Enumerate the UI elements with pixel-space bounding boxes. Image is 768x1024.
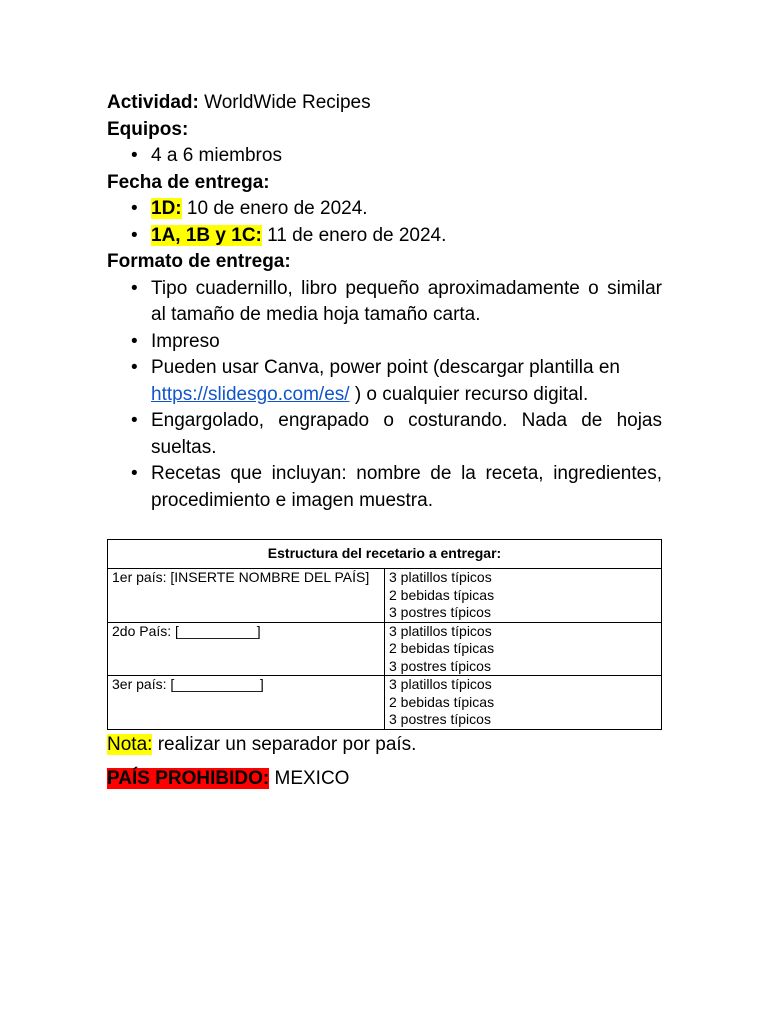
item-postres: 3 postres típicos xyxy=(389,657,491,674)
actividad-value: WorldWide Recipes xyxy=(204,92,371,113)
list-item xyxy=(151,355,662,408)
item-postres: 3 postres típicos xyxy=(389,711,491,727)
list-item xyxy=(151,196,662,223)
formato-list xyxy=(107,276,662,515)
slidesgo-link[interactable]: https://slidesgo.com/es/ xyxy=(151,383,350,405)
item-bebidas: 2 bebidas típicas xyxy=(389,693,495,710)
items-cell xyxy=(385,622,662,676)
prohibido-label: PAÍS PROHIBIDO: xyxy=(107,768,270,789)
nota-label: Nota: xyxy=(107,734,153,755)
list-item: • Impreso xyxy=(151,329,662,356)
item-bebidas: 2 bebidas típicas xyxy=(389,640,495,656)
table-header-row xyxy=(108,540,662,569)
item-platillos: 3 platillos típicos xyxy=(389,676,492,692)
fecha-label: Fecha de entrega: xyxy=(107,171,270,193)
list-item: • Recetas que incluyan: nombre de la receta, ingredientes, procedimiento e imagen muestra. xyxy=(151,461,662,514)
equipos-label: Equipos: xyxy=(107,118,189,140)
prohibido-country: MEXICO xyxy=(274,768,350,789)
group-badge-1abc: 1A, 1B y 1C: xyxy=(151,224,262,246)
item-postres: 3 postres típicos xyxy=(389,604,491,620)
table-row xyxy=(108,676,662,730)
country-cell: 2do País: [__________] xyxy=(108,622,385,676)
list-item: • 4 a 6 miembros xyxy=(151,143,662,170)
table-header: Estructura del recetario a entregar: xyxy=(108,540,662,569)
group-badge-1d: 1D: xyxy=(151,198,182,219)
canva-text-end: ) o cualquier recurso digital. xyxy=(354,383,589,405)
recetario-table xyxy=(107,539,662,730)
actividad-label: Actividad: xyxy=(107,92,199,113)
list-item xyxy=(151,223,662,250)
table-row xyxy=(108,622,662,676)
country-cell: 1er país: [INSERTE NOMBRE DEL PAÍS] xyxy=(108,569,385,623)
items-cell xyxy=(385,569,662,623)
equipos-list xyxy=(107,143,662,170)
nota-text: realizar un separador por país. xyxy=(157,734,417,755)
country-cell: 3er país: [___________] xyxy=(108,676,385,730)
actividad-line xyxy=(107,90,662,117)
formato-label: Formato de entrega: xyxy=(107,251,291,272)
item-bebidas: 2 bebidas típicas xyxy=(389,586,495,603)
item-platillos: 3 platillos típicos xyxy=(389,622,492,639)
prohibido-line xyxy=(107,766,349,792)
document-body xyxy=(107,90,662,514)
item-platillos: 3 platillos típicos xyxy=(389,569,492,585)
list-item: • Engargolado, engrapado o costurando. Nada de hojas sueltas. xyxy=(151,408,662,461)
items-cell xyxy=(385,676,662,730)
table-row xyxy=(108,569,662,623)
date-text: 10 de enero de 2024. xyxy=(186,198,368,219)
list-item: • Tipo cuadernillo, libro pequeño aproximadamente o similar al tamaño de media hoja tamaño carta. xyxy=(151,276,662,329)
fecha-list xyxy=(107,196,662,249)
date-text: 11 de enero de 2024. xyxy=(267,224,447,246)
nota-line xyxy=(107,732,416,758)
canva-text: Pueden usar Canva, power point (descargar plantilla en xyxy=(151,357,620,378)
